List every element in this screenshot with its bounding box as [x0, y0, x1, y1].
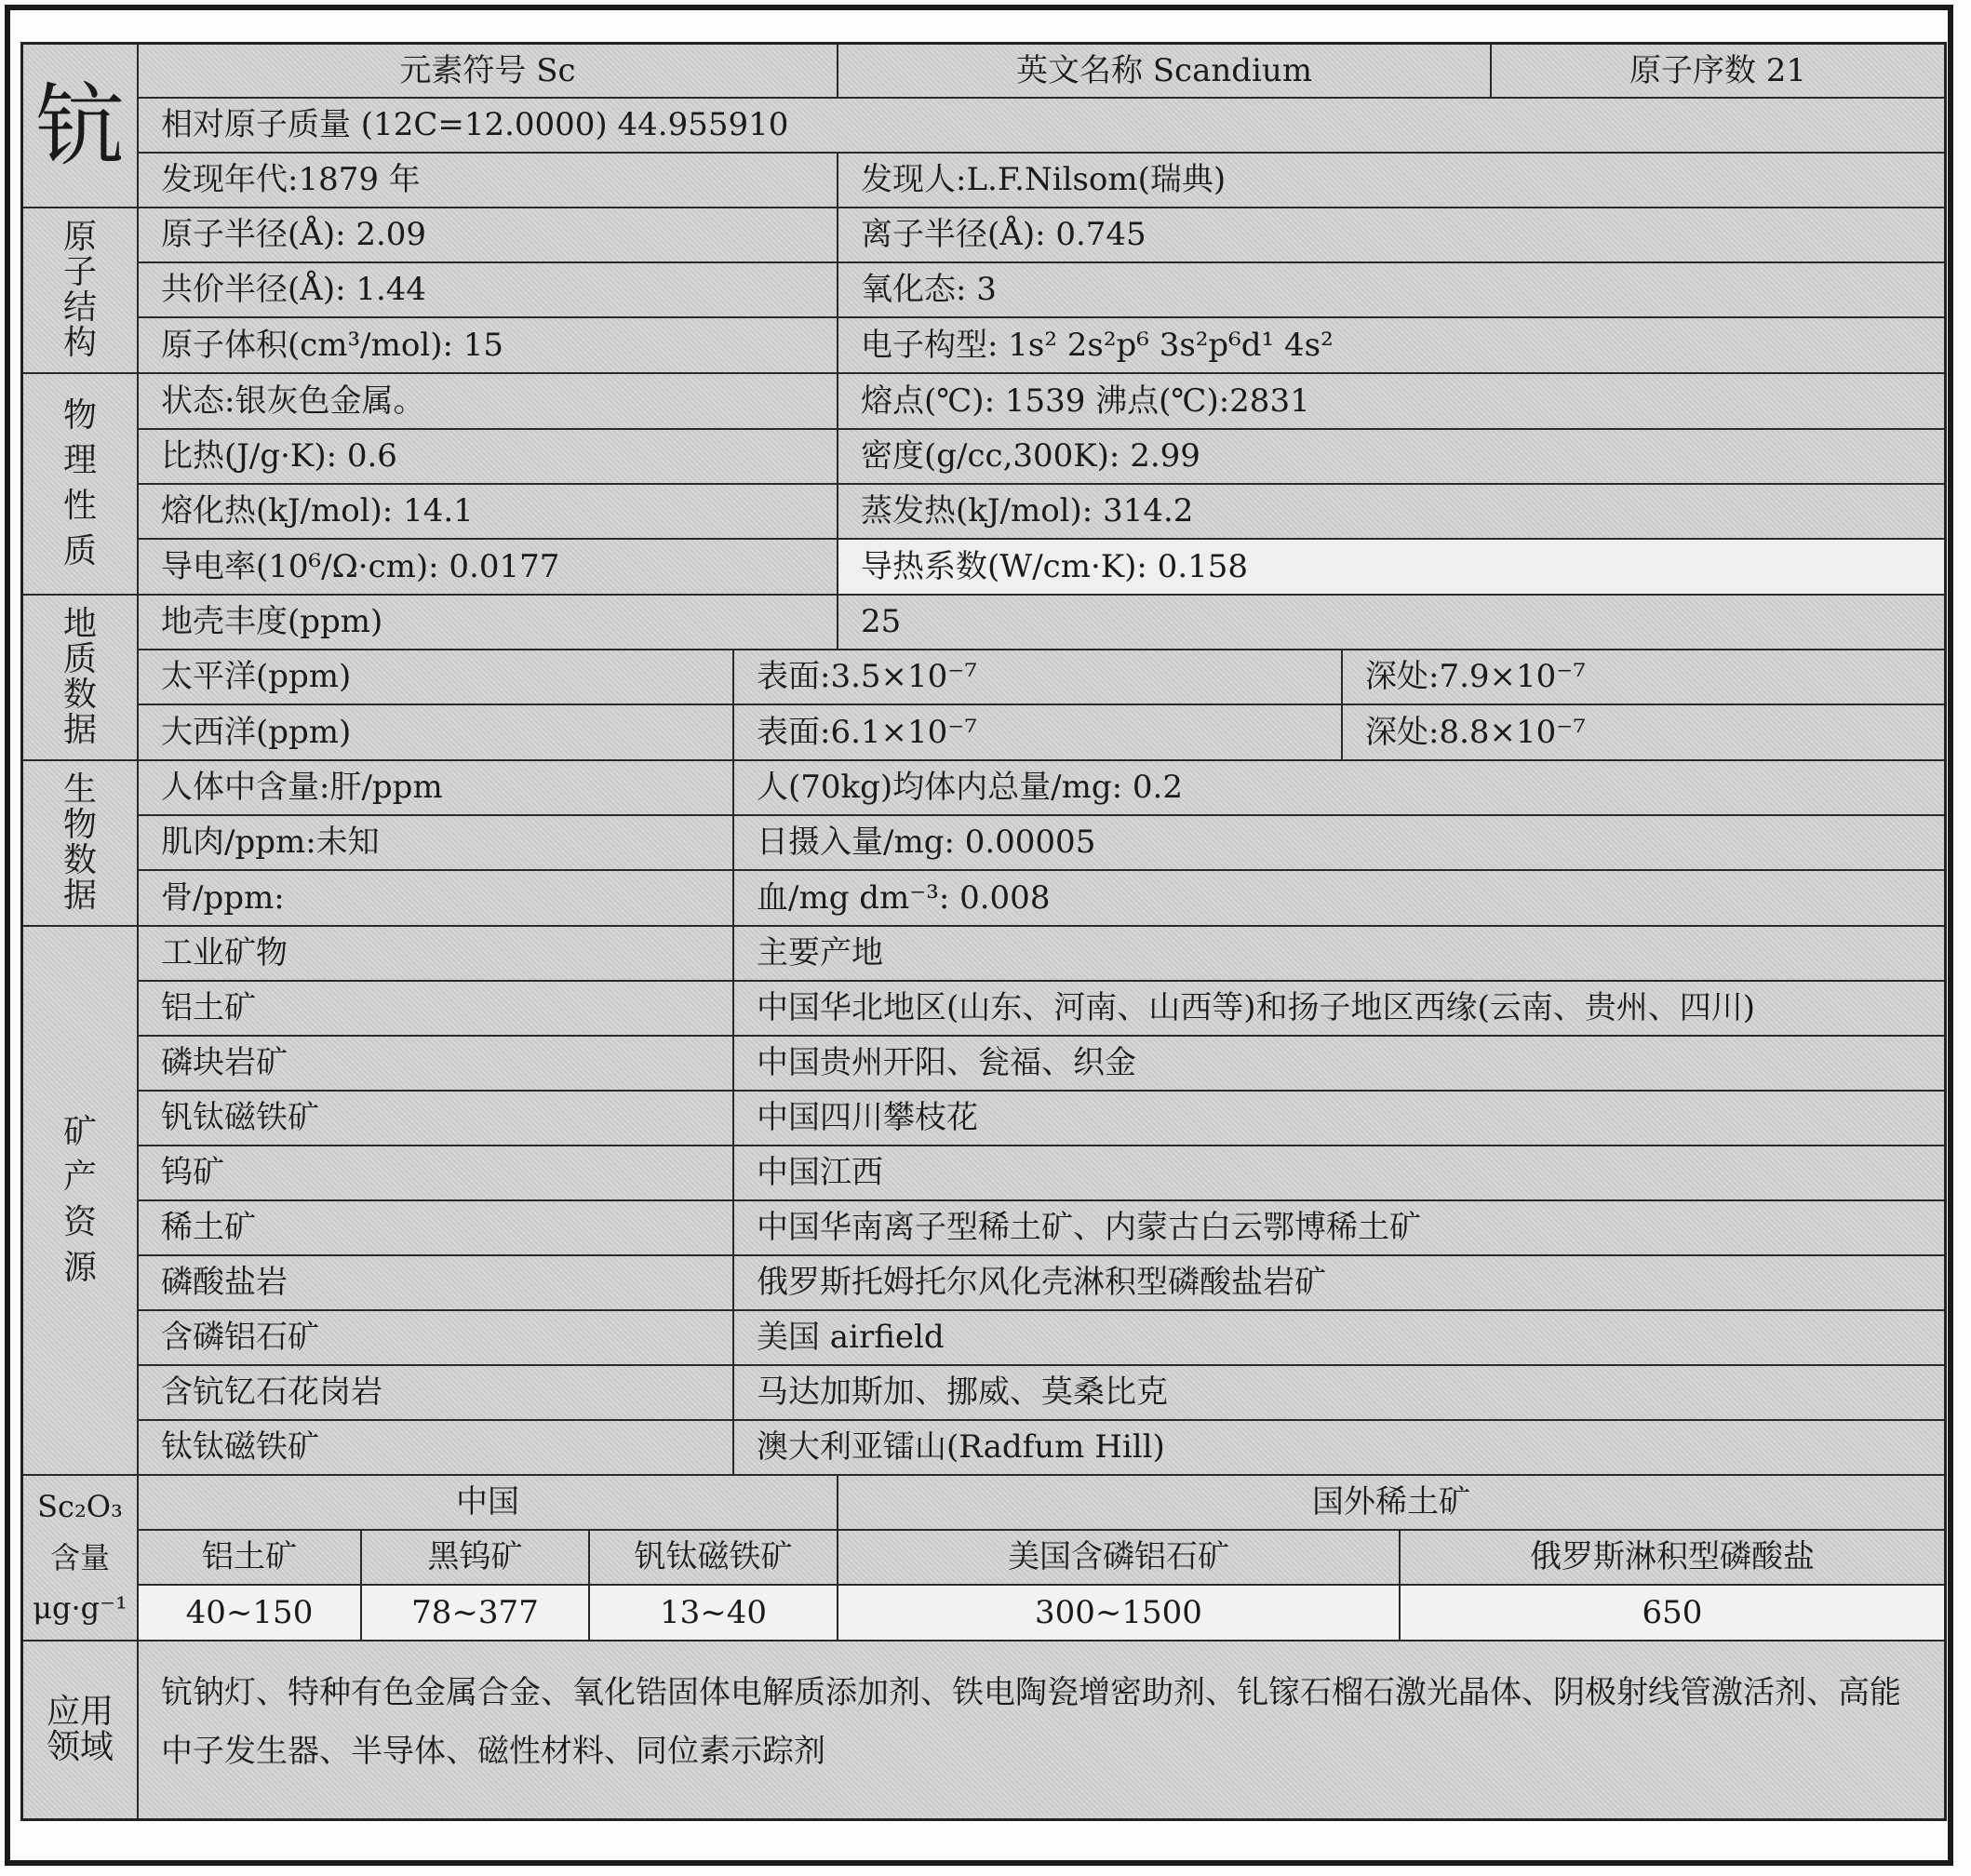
atlantic-deep: 深处:8.8×10⁻⁷	[1343, 705, 1944, 761]
mineral-location: 中国华北地区(山东、河南、山西等)和扬子地区西缘(云南、贵州、四川)	[734, 982, 1944, 1037]
human-liver-content: 人体中含量:肝/ppm	[139, 761, 734, 816]
electron-configuration: 电子构型: 1s² 2s²p⁶ 3s²p⁶d¹ 4s²	[838, 318, 1944, 374]
pacific-label: 太平洋(ppm)	[139, 650, 734, 705]
atomic-structure-label	[23, 208, 139, 374]
label-char: 资	[62, 1203, 97, 1241]
label-char: 质	[62, 640, 97, 679]
atlantic-surface: 表面:6.1×10⁻⁷	[734, 705, 1343, 761]
sc2o3-content-label	[23, 1476, 139, 1642]
mineral-location: 马达加斯加、挪威、莫桑比克	[734, 1366, 1944, 1421]
label-char: 物	[62, 395, 97, 435]
mineral-location: 中国江西	[734, 1146, 1944, 1201]
specific-heat: 比热(J/g·K): 0.6	[139, 430, 838, 485]
pacific-surface: 表面:3.5×10⁻⁷	[734, 650, 1343, 705]
atomic-volume: 原子体积(cm³/mol): 15	[139, 318, 838, 374]
label-char: 理	[62, 441, 97, 480]
geology-label	[23, 596, 139, 761]
label-char: 地	[62, 605, 97, 644]
element-english-name: 英文名称 Scandium	[838, 45, 1492, 99]
element-symbol: 元素符号 Sc	[139, 45, 838, 99]
label-char: 质	[62, 531, 97, 570]
pacific-deep: 深处:7.9×10⁻⁷	[1343, 650, 1944, 705]
bone-content: 骨/ppm:	[139, 871, 734, 927]
atomic-mass: 相对原子质量 (12C=12.0000) 44.955910	[139, 99, 1944, 154]
blood-content: 血/mg dm⁻³: 0.008	[734, 871, 1944, 927]
melting-boiling-point: 熔点(℃): 1539 沸点(℃):2831	[838, 374, 1944, 430]
mineral-name: 磷块岩矿	[139, 1037, 734, 1092]
location-header: 主要产地	[734, 927, 1944, 982]
discovery-year: 发现年代:1879 年	[139, 154, 838, 208]
label-char: 构	[62, 323, 97, 362]
daily-intake: 日摄入量/mg: 0.00005	[734, 816, 1944, 871]
covalent-radius: 共价半径(Å): 1.44	[139, 263, 838, 318]
crust-abundance-label: 地壳丰度(ppm)	[139, 596, 838, 650]
content-value: 650	[1401, 1586, 1944, 1642]
column-header: 钒钛磁铁矿	[590, 1531, 838, 1586]
label-char: 据	[62, 710, 97, 749]
ionic-radius: 离子半径(Å): 0.745	[838, 208, 1944, 263]
mineral-location: 中国华南离子型稀土矿、内蒙古白云鄂博稀土矿	[734, 1201, 1944, 1256]
element-char-text: 钪	[35, 73, 125, 178]
column-header: 美国含磷铝石矿	[838, 1531, 1401, 1586]
crust-abundance-value: 25	[838, 596, 1944, 650]
content-value: 300~1500	[838, 1586, 1401, 1642]
density: 密度(g/cc,300K): 2.99	[838, 430, 1944, 485]
column-header: 铝土矿	[139, 1531, 362, 1586]
mineral-location: 中国贵州开阳、瓮福、织金	[734, 1037, 1944, 1092]
muscle-content: 肌肉/ppm:未知	[139, 816, 734, 871]
content-value: 13~40	[590, 1586, 838, 1642]
label-line: 领域	[46, 1728, 114, 1766]
label-char: 产	[62, 1158, 97, 1197]
heat-of-fusion: 熔化热(kJ/mol): 14.1	[139, 485, 838, 540]
mineral-name: 钨矿	[139, 1146, 734, 1201]
mineral-name: 稀土矿	[139, 1201, 734, 1256]
mineral-name: 钒钛磁铁矿	[139, 1092, 734, 1146]
application-label	[23, 1642, 139, 1818]
mineral-name: 铝土矿	[139, 982, 734, 1037]
column-header: 黑钨矿	[362, 1531, 590, 1586]
label-char: 数	[62, 841, 97, 879]
atlantic-label: 大西洋(ppm)	[139, 705, 734, 761]
thermal-conductivity: 导热系数(W/cm·K): 0.158	[838, 540, 1944, 596]
biology-label	[23, 761, 139, 927]
atomic-radius: 原子半径(Å): 2.09	[139, 208, 838, 263]
mineral-name: 含磷铝石矿	[139, 1311, 734, 1366]
discoverer: 发现人:L.F.Nilsom(瑞典)	[838, 154, 1944, 208]
mineral-location: 澳大利亚镭山(Radfum Hill)	[734, 1421, 1944, 1476]
body-total: 人(70kg)均体内总量/mg: 0.2	[734, 761, 1944, 816]
foreign-header: 国外稀土矿	[838, 1476, 1944, 1531]
element-character	[23, 45, 139, 208]
label-char: 矿	[62, 1112, 97, 1151]
mineral-resources-label	[23, 927, 139, 1476]
china-header: 中国	[139, 1476, 838, 1531]
mineral-name: 钛钛磁铁矿	[139, 1421, 734, 1476]
application-text: 钪钠灯、特种有色金属合金、氧化锆固体电解质添加剂、铁电陶瓷增密助剂、钆镓石榴石激光晶体、阴极射线管激活剂、高能中子发生器、半导体、磁性材料、同位素示踪剂	[161, 1674, 1901, 1770]
content-value: 78~377	[362, 1586, 590, 1642]
label-char: 原	[62, 218, 97, 257]
column-header: 俄罗斯淋积型磷酸盐	[1401, 1531, 1944, 1586]
mineral-header: 工业矿物	[139, 927, 734, 982]
mineral-location: 美国 airfield	[734, 1311, 1944, 1366]
physical-properties-label	[23, 374, 139, 596]
label-char: 数	[62, 676, 97, 714]
label-char: 据	[62, 876, 97, 915]
label-line: Sc₂O₃	[37, 1489, 123, 1525]
label-char: 源	[62, 1248, 97, 1287]
oxidation-state: 氧化态: 3	[838, 263, 1944, 318]
label-char: 子	[62, 253, 97, 292]
heat-of-vaporization: 蒸发热(kJ/mol): 314.2	[838, 485, 1944, 540]
content-value: 40~150	[139, 1586, 362, 1642]
electrical-conductivity: 导电率(10⁶/Ω·cm): 0.0177	[139, 540, 838, 596]
atomic-number: 原子序数 21	[1492, 45, 1944, 99]
mineral-location: 中国四川攀枝花	[734, 1092, 1944, 1146]
state: 状态:银灰色金属。	[139, 374, 838, 430]
mineral-name: 含钪钇石花岗岩	[139, 1366, 734, 1421]
label-char: 性	[62, 487, 97, 525]
label-line: μg·g⁻¹	[33, 1590, 127, 1627]
label-char: 物	[62, 806, 97, 845]
label-line: 应用	[46, 1693, 114, 1732]
label-line: 含量	[49, 1539, 110, 1575]
label-char: 生	[62, 770, 97, 810]
mineral-name: 磷酸盐岩	[139, 1256, 734, 1311]
label-char: 结	[62, 288, 97, 327]
scandium-data-sheet	[20, 42, 1947, 1821]
mineral-location: 俄罗斯托姆托尔风化壳淋积型磷酸盐岩矿	[734, 1256, 1944, 1311]
